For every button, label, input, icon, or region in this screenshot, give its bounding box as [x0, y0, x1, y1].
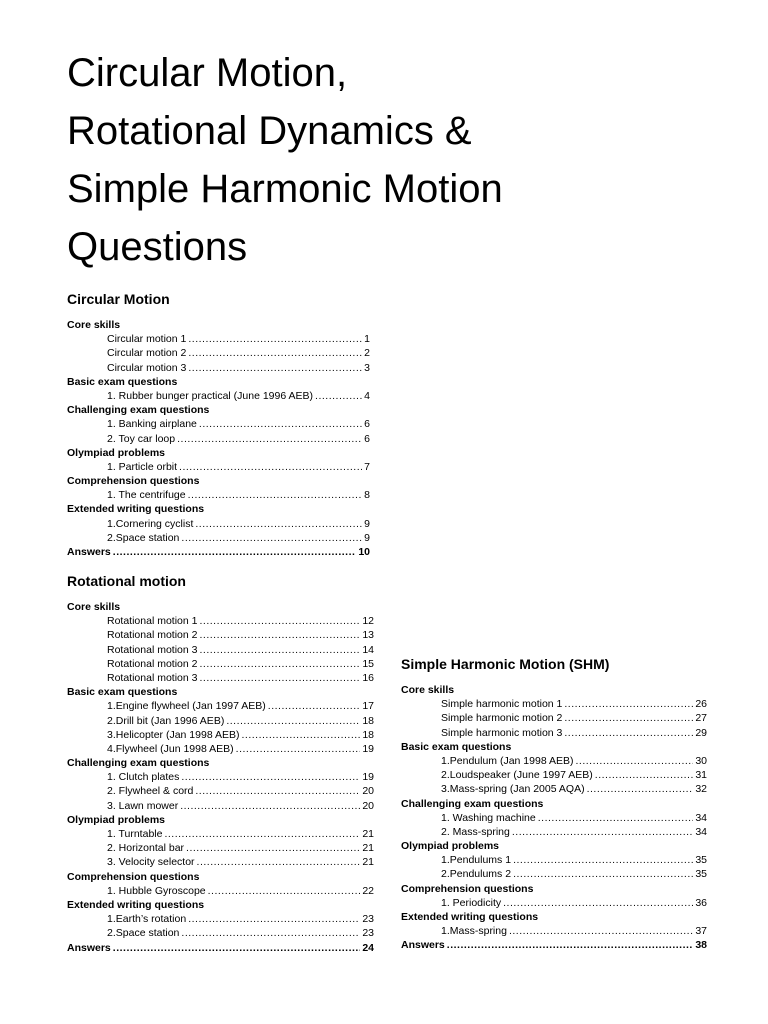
toc-section-shm: [401, 654, 707, 953]
page-number: 6: [364, 418, 370, 431]
entry-number: 2.: [107, 927, 116, 940]
toc-group-heading: [67, 756, 374, 770]
dot-leader: [226, 714, 360, 728]
dot-leader: [199, 614, 360, 628]
dot-leader: [512, 825, 693, 839]
toc-entry: [67, 714, 374, 728]
toc-group-heading: [401, 938, 707, 952]
dot-leader: [195, 517, 362, 531]
dot-leader: [208, 884, 361, 898]
dot-leader: [595, 768, 694, 782]
group-label: Core skills: [67, 601, 121, 613]
dot-leader: [179, 460, 362, 474]
group-label: Basic exam questions: [67, 686, 178, 699]
toc-group-heading: [67, 685, 374, 699]
toc-group-heading: [401, 797, 707, 811]
page-number: 12: [362, 615, 374, 628]
entry-number: 1.: [441, 854, 450, 867]
dot-leader: [576, 754, 694, 768]
toc-list: [401, 683, 707, 953]
entry-label: Pendulum (Jan 1998 AEB): [449, 754, 574, 767]
page-number: 6: [364, 432, 370, 445]
entry-label: Space station: [115, 927, 180, 940]
page-number: 34: [695, 825, 707, 838]
group-label: Answers: [67, 941, 111, 954]
page-number: 32: [695, 783, 707, 796]
entry-number: 1.: [441, 925, 450, 938]
dot-leader: [186, 841, 360, 855]
document-title: [67, 44, 503, 276]
entry-label: 1. Rubber bunger practical (June 1996 AEB): [107, 389, 314, 402]
toc-entry: [67, 742, 374, 756]
entry-label: 2. Flywheel & cord: [107, 785, 194, 798]
entry-number: 1.: [107, 913, 116, 926]
dot-leader: [113, 545, 357, 559]
group-label: Olympiad problems: [401, 840, 500, 853]
page-number: 14: [362, 643, 374, 656]
toc-entry: [401, 711, 707, 725]
entry-label: Rotational motion 2: [107, 657, 198, 670]
title-line: Questions: [67, 225, 248, 269]
toc-entry: [401, 825, 707, 839]
toc-section-circular-motion: [67, 289, 370, 559]
page-number: 20: [362, 799, 374, 812]
page-number: 3: [364, 361, 370, 374]
toc-entry: [67, 332, 370, 346]
dot-leader: [177, 432, 362, 446]
toc-group-heading: [67, 474, 370, 488]
toc-entry: [67, 417, 370, 431]
entry-label: Rotational motion 2: [107, 629, 198, 642]
entry-label: Drill bit (Jan 1996 AEB): [115, 714, 225, 727]
entry-label: 1. Particle orbit: [107, 460, 178, 473]
dot-leader: [181, 770, 360, 784]
entry-label: Pendulums 2: [449, 868, 512, 881]
dot-leader: [188, 361, 362, 375]
toc-group-heading: [401, 882, 707, 896]
toc-entry: [67, 517, 370, 531]
page-number: 20: [362, 785, 374, 798]
toc-entry: [67, 657, 374, 671]
dot-leader: [242, 728, 361, 742]
entry-label: Mass-spring (Jan 2005 AQA): [449, 783, 585, 796]
toc-group-heading: [67, 813, 374, 827]
toc-group-heading: [67, 318, 370, 332]
entry-label: Cornering cyclist: [115, 517, 194, 530]
toc-entry: [67, 855, 374, 869]
toc-section-rotational-motion: [67, 571, 374, 955]
dot-leader: [564, 697, 693, 711]
toc-entry: [67, 432, 370, 446]
toc-group-heading: [67, 545, 370, 559]
entry-number: 2.: [441, 868, 450, 881]
page-number: 15: [362, 657, 374, 670]
toc-group-heading: [401, 910, 707, 924]
toc-group-heading: [67, 446, 370, 460]
dot-leader: [199, 643, 360, 657]
dot-leader: [503, 896, 693, 910]
toc-entry: [67, 699, 374, 713]
group-label: Olympiad problems: [67, 446, 166, 459]
toc-entry: [401, 853, 707, 867]
page-number: 21: [362, 856, 374, 869]
toc-entry: [401, 782, 707, 796]
entry-number: 2.: [441, 769, 450, 782]
section-heading: Circular Motion: [67, 291, 170, 307]
toc-entry: [401, 811, 707, 825]
page-number: 18: [362, 728, 374, 741]
toc-entry: [401, 768, 707, 782]
section-heading: Rotational motion: [67, 573, 186, 589]
page-number: 31: [695, 769, 707, 782]
entry-label: 3. Lawn mower: [107, 799, 179, 812]
group-label: Challenging exam questions: [401, 797, 544, 810]
toc-entry: [401, 924, 707, 938]
page-number: 35: [695, 868, 707, 881]
entry-label: Pendulums 1: [449, 854, 512, 867]
dot-leader: [188, 488, 363, 502]
entry-label: Simple harmonic motion 3: [441, 726, 563, 739]
page-number: 26: [695, 698, 707, 711]
entry-label: Rotational motion 1: [107, 615, 198, 628]
toc-entry: [67, 346, 370, 360]
group-label: Core skills: [67, 319, 121, 331]
dot-leader: [188, 912, 360, 926]
group-label: Core skills: [401, 684, 455, 696]
toc-entry: [401, 867, 707, 881]
toc-entry: [67, 770, 374, 784]
entry-number: 3.: [441, 783, 450, 796]
entry-label: 1. Periodicity: [441, 896, 502, 909]
dot-leader: [513, 867, 693, 881]
page-number: 18: [362, 714, 374, 727]
dot-leader: [268, 699, 361, 713]
dot-leader: [199, 628, 360, 642]
page-number: 36: [695, 896, 707, 909]
entry-number: 1.: [107, 700, 116, 713]
dot-leader: [236, 742, 361, 756]
page-number: 8: [364, 489, 370, 502]
group-label: Extended writing questions: [67, 503, 205, 516]
page-number: 21: [362, 828, 374, 840]
entry-label: 3. Velocity selector: [107, 856, 195, 869]
dot-leader: [181, 531, 362, 545]
entry-label: 1. Banking airplane: [107, 418, 197, 431]
toc-entry: [67, 389, 370, 403]
toc-group-heading: [67, 941, 374, 955]
page-number: 38: [695, 939, 707, 952]
entry-label: 2. Toy car loop: [107, 432, 176, 445]
page-number: 35: [695, 854, 707, 867]
group-label: Basic exam questions: [67, 375, 178, 388]
toc-group-heading: [401, 839, 707, 853]
entry-label: 1. Washing machine: [441, 811, 536, 824]
entry-label: Mass-spring: [449, 925, 507, 938]
toc-group-heading: [67, 502, 370, 516]
dot-leader: [199, 417, 362, 431]
page-number: 13: [362, 629, 374, 642]
page-number: 22: [362, 884, 374, 897]
entry-number: 3.: [107, 728, 116, 741]
group-label: Challenging exam questions: [67, 757, 210, 770]
dot-leader: [199, 657, 360, 671]
toc-entry: [401, 726, 707, 740]
dot-leader: [513, 853, 693, 867]
dot-leader: [113, 941, 361, 955]
dot-leader: [199, 671, 360, 685]
toc-entry: [67, 784, 374, 798]
toc-entry: [67, 488, 370, 502]
group-label: Answers: [401, 939, 445, 952]
entry-number: 4.: [107, 742, 116, 755]
page-number: 24: [362, 941, 374, 954]
page-number: 19: [362, 742, 374, 755]
toc-entry: [67, 884, 374, 898]
toc-group-heading: [67, 375, 370, 389]
entry-label: Simple harmonic motion 2: [441, 712, 563, 725]
title-line: Rotational Dynamics &: [67, 109, 472, 153]
toc-entry: [67, 460, 370, 474]
dot-leader: [587, 782, 694, 796]
entry-label: Circular motion 1: [107, 333, 187, 346]
entry-label: Rotational motion 3: [107, 643, 198, 656]
dot-leader: [564, 726, 693, 740]
entry-label: 1. Clutch plates: [107, 771, 180, 784]
page-number: 23: [362, 927, 374, 940]
dot-leader: [509, 924, 693, 938]
toc-entry: [67, 628, 374, 642]
toc-group-heading: [67, 600, 374, 614]
dot-leader: [564, 711, 693, 725]
entry-label: Helicopter (Jan 1998 AEB): [115, 728, 240, 741]
entry-label: Engine flywheel (Jan 1997 AEB): [115, 700, 266, 713]
page-number: 21: [362, 842, 374, 855]
page-number: 7: [364, 460, 370, 473]
section-heading: Simple Harmonic Motion (SHM): [401, 656, 610, 672]
page-number: 34: [695, 811, 707, 824]
toc-entry: [67, 912, 374, 926]
dot-leader: [188, 346, 362, 360]
toc-entry: [67, 827, 374, 841]
toc-group-heading: [67, 870, 374, 884]
page-number: 10: [358, 546, 370, 558]
dot-leader: [315, 389, 362, 403]
toc-entry: [67, 614, 374, 628]
entry-label: Flywheel (Jun 1998 AEB): [115, 742, 234, 755]
entry-label: Earth’s rotation: [115, 913, 187, 926]
page-number: 23: [362, 913, 374, 926]
dot-leader: [164, 827, 360, 841]
entry-number: 1.: [107, 517, 116, 530]
dot-leader: [180, 799, 360, 813]
dot-leader: [538, 811, 694, 825]
group-label: Challenging exam questions: [67, 404, 210, 417]
group-label: Extended writing questions: [401, 911, 539, 923]
title-line: Circular Motion,: [67, 51, 348, 95]
group-label: Comprehension questions: [401, 882, 534, 895]
page-number: 19: [362, 771, 374, 784]
page-number: 4: [364, 389, 370, 402]
dot-leader: [447, 938, 694, 952]
entry-label: 1. Turntable: [107, 828, 163, 840]
title-line: Simple Harmonic Motion: [67, 167, 503, 211]
toc-entry: [67, 361, 370, 375]
page-number: 16: [362, 671, 374, 684]
entry-number: 1.: [441, 754, 450, 767]
page-number: 27: [695, 712, 707, 725]
dot-leader: [181, 926, 360, 940]
toc-group-heading: [401, 740, 707, 754]
page-number: 9: [364, 531, 370, 544]
entry-label: Circular motion 3: [107, 361, 187, 374]
group-label: Basic exam questions: [401, 740, 512, 753]
entry-label: Simple harmonic motion 1: [441, 698, 563, 711]
entry-label: Circular motion 2: [107, 347, 187, 360]
entry-label: 1. The centrifuge: [107, 489, 186, 502]
group-label: Extended writing questions: [67, 898, 205, 911]
toc-entry: [67, 926, 374, 940]
toc-list: [67, 318, 370, 559]
entry-number: 2.: [107, 714, 116, 727]
page-number: 2: [364, 347, 370, 360]
toc-group-heading: [401, 683, 707, 697]
group-label: Answers: [67, 546, 111, 558]
entry-label: 2. Horizontal bar: [107, 842, 185, 855]
entry-label: 2. Mass-spring: [441, 825, 510, 838]
toc-entry: [67, 728, 374, 742]
page-number: 17: [362, 700, 374, 713]
group-label: Comprehension questions: [67, 475, 200, 488]
entry-label: Space station: [115, 531, 180, 544]
page-number: 30: [695, 754, 707, 767]
toc-entry: [67, 643, 374, 657]
entry-number: 2.: [107, 531, 116, 544]
toc-entry: [401, 896, 707, 910]
dot-leader: [197, 855, 361, 869]
toc-group-heading: [67, 898, 374, 912]
page-number: 1: [364, 333, 370, 346]
page-number: 29: [695, 726, 707, 739]
toc-group-heading: [67, 403, 370, 417]
toc-entry: [67, 799, 374, 813]
group-label: Comprehension questions: [67, 870, 200, 883]
entry-label: Loudspeaker (June 1997 AEB): [449, 769, 593, 782]
page-number: 37: [695, 925, 707, 938]
dot-leader: [195, 784, 360, 798]
toc-entry: [67, 671, 374, 685]
page-number: 9: [364, 517, 370, 530]
toc-entry: [67, 841, 374, 855]
dot-leader: [188, 332, 362, 346]
toc-entry: [401, 754, 707, 768]
toc-entry: [401, 697, 707, 711]
toc-entry: [67, 531, 370, 545]
entry-label: Rotational motion 3: [107, 671, 198, 684]
toc-list: [67, 600, 374, 955]
group-label: Olympiad problems: [67, 813, 166, 826]
entry-label: 1. Hubble Gyroscope: [107, 884, 206, 897]
